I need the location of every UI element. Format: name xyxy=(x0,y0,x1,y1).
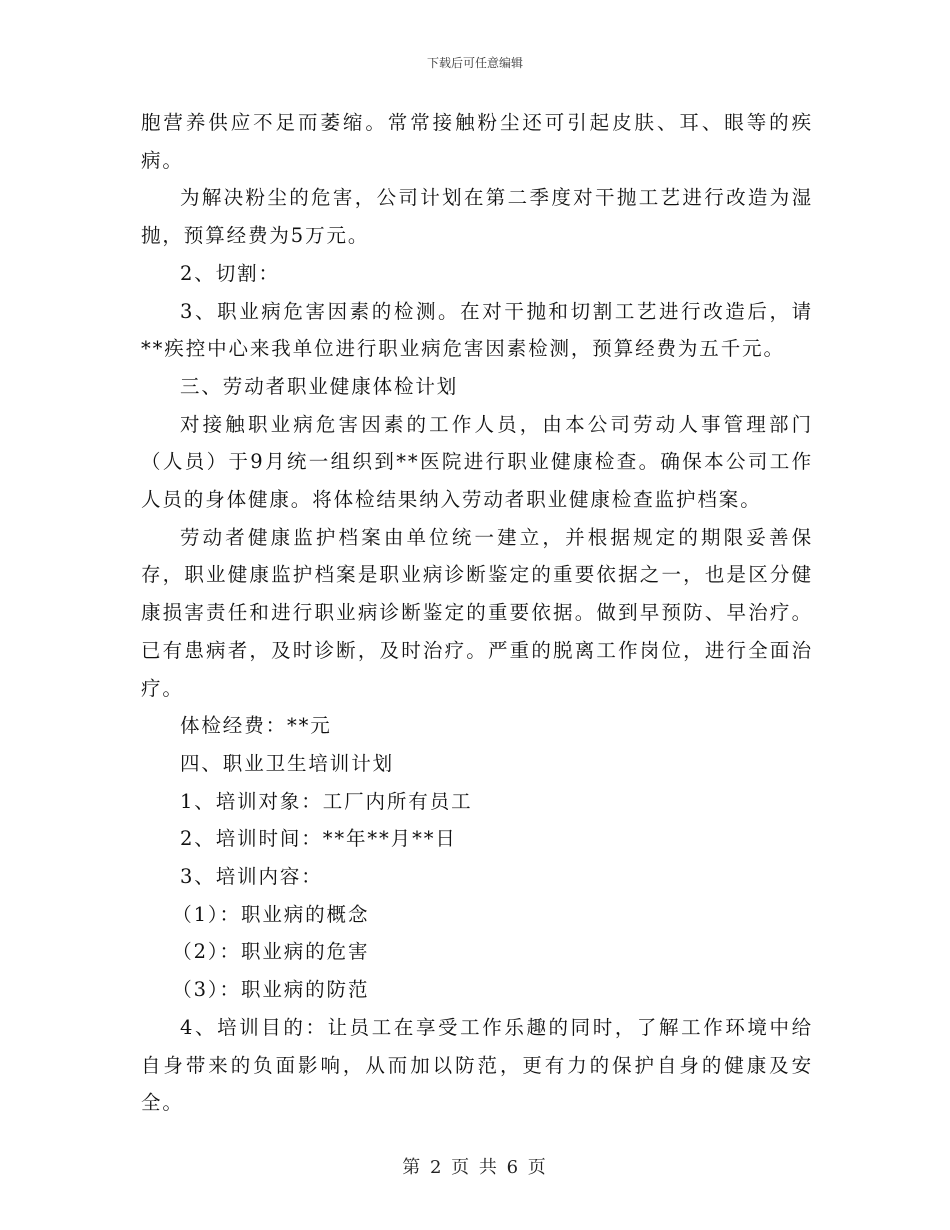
paragraph-health-check: 对接触职业病危害因素的工作人员，由本公司劳动人事管理部门（人员）于9月统一组织到**医院进行职业健康检查。确保本公司工作人员的身体健康。将体检结果纳入劳动者职业健康检查监护档案。 xyxy=(141,412,813,512)
section-heading-health-check: 三、劳动者职业健康体检计划 xyxy=(180,374,459,398)
list-subitem-prevention: （3）：职业病的防范 xyxy=(172,978,370,1002)
paragraph-check-budget: 体检经费：**元 xyxy=(180,714,332,738)
list-subitem-harm: （2）：职业病的危害 xyxy=(172,940,370,964)
section-heading-training: 四、职业卫生培训计划 xyxy=(180,751,395,775)
page-header: 下载后可任意编辑 xyxy=(426,56,523,70)
list-item-training-goal: 4、培训目的：让员工在享受工作乐趣的同时，了解工作环境中给自身带来的负面影响，从而加以防范，更有力的保护自身的健康及安全。 xyxy=(141,1015,813,1115)
paragraph-continuation: 胞营养供应不足而萎缩。常常接触粉尘还可引起皮肤、耳、眼等的疾病。 xyxy=(141,111,813,172)
list-item-training-content: 3、培训内容： xyxy=(180,865,323,889)
list-item-training-time: 2、培训时间：**年**月**日 xyxy=(180,827,457,851)
document-body xyxy=(141,104,813,1122)
paragraph-detection: 3、职业病危害因素的检测。在对干抛和切割工艺进行改造后，请**疾控中心来我单位进行职业病危害因素检测，预算经费为五千元。 xyxy=(141,299,813,361)
list-item-training-target: 1、培训对象：工厂内所有员工 xyxy=(180,789,473,813)
list-subitem-concept: （1）：职业病的概念 xyxy=(172,902,370,926)
paragraph-health-archive: 劳动者健康监护档案由单位统一建立，并根据规定的期限妥善保存，职业健康监护档案是职业病诊断鉴定的重要依据之一，也是区分健康损害责任和进行职业病诊断鉴定的重要依据。做到早预防、早治疗。已有患病者，及时诊断，及时治疗。严重的脱离工作岗位，进行全面治疗。 xyxy=(141,525,813,700)
paragraph-cutting: 2、切割： xyxy=(180,261,280,285)
page-number: 第 2 页 共 6 页 xyxy=(402,1157,548,1178)
paragraph-dust-plan: 为解决粉尘的危害，公司计划在第二季度对干抛工艺进行改造为湿抛，预算经费为5万元。 xyxy=(141,186,813,248)
